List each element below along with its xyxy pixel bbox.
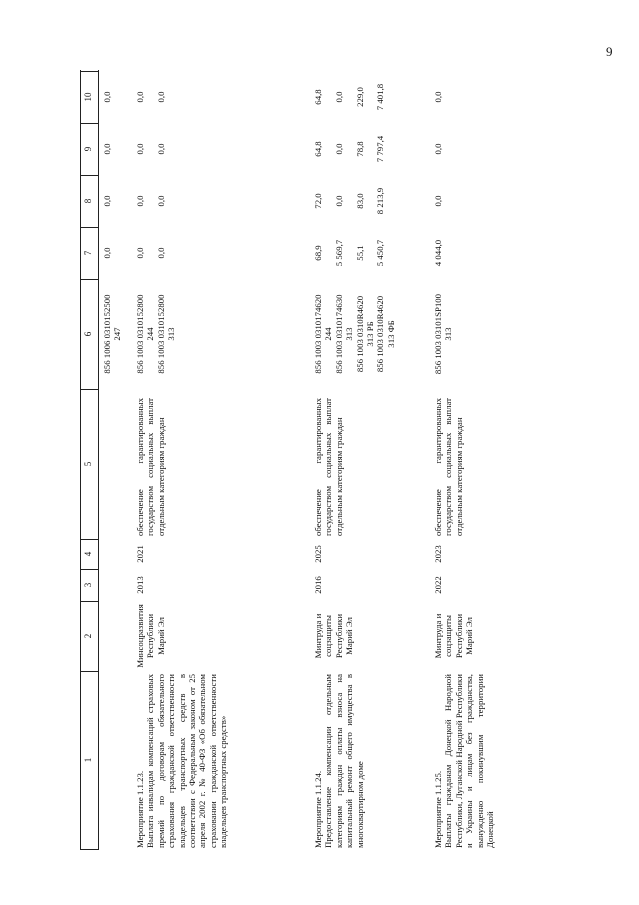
cell-expected-result: обеспечение гарантированных государством социальных выплат отдельным категориям граждан: [433, 398, 464, 536]
rotated-table: [80, 70, 557, 850]
cell-expected-result: обеспечение гарантированных государством социальных выплат отдельным категориям граждан: [313, 398, 344, 536]
table-top-border: [80, 70, 81, 850]
cell-executor: Минсоцразвития Республики Марий Эл: [135, 604, 166, 668]
col-header-4: 4: [83, 551, 93, 557]
col-header-1: 1: [83, 757, 93, 763]
cell-start-year: 2016: [313, 576, 323, 594]
cell-budget-code: 856 1003 03101SP100 313: [433, 293, 454, 375]
cell-activity-name: Мероприятие 1.1.23. Выплата инвалидам компенсаций страховых премий по договорам обязательного страхования гражданской ответственности владельцев транспортных средств в соответствии с Федеральным законом от 25 апреля 2002 г. № 40-ФЗ «Об обязательном страховании гражданской ответственности владельцев транспортных средств»: [135, 674, 228, 848]
cell-budget-code: 856 1003 0310152800 244 856 1003 0310152800 313: [135, 294, 177, 374]
cell-budget-code: 856 1003 0310174620 244 856 1003 0310174630 313 856 1003 0310R4620 313 РБ 856 1003 0310R4620 313 ФБ: [313, 294, 396, 374]
table-row: [313, 70, 428, 850]
cell-expected-result: обеспечение гарантированных государством социальных выплат отдельным категориям граждан: [135, 398, 166, 536]
cell-value-col7: 4 044,0: [433, 239, 443, 267]
cell-end-year: 2025: [313, 545, 323, 563]
cell-value-col10: 64,8 0,0 229,0 7 401,8: [313, 83, 386, 111]
col-header-8: 8: [83, 198, 93, 204]
cell-end-year: 2023: [433, 545, 443, 563]
cell-end-year: 2021: [135, 545, 145, 563]
page-number: 9: [606, 44, 613, 59]
cell-value-col9: 64,8 0,0 78,8 7 797,4: [313, 135, 386, 163]
cell-value-col10: 0,0: [102, 91, 112, 103]
cell-value-col8: 0,0 0,0: [135, 195, 166, 207]
cell-budget-code: 856 1006 0310152500 247: [102, 294, 123, 374]
cell-executor: Минтруда и соцзащиты Республики Марий Эл: [433, 613, 475, 659]
cell-activity-name: Мероприятие 1.1.24. Предоставление компенсации отдельным категориям граждан оплаты взноса на капитальный ремонт общего имущества в многоквартирном доме: [313, 674, 365, 848]
col-header-7: 7: [83, 250, 93, 256]
cell-start-year: 2022: [433, 576, 443, 594]
table-row: [135, 70, 300, 850]
cell-start-year: 2013: [135, 576, 145, 594]
cell-value-col10: 0,0: [433, 91, 443, 103]
cell-value-col9: 0,0 0,0: [135, 143, 166, 155]
header-bottom-border: [98, 70, 99, 850]
col-header-5: 5: [83, 461, 93, 467]
cell-value-col8: 72,0 0,0 83,0 8 213,9: [313, 187, 386, 215]
col-header-10: 10: [83, 92, 93, 102]
header-row: [83, 70, 97, 850]
cell-value-col8: 0,0: [433, 195, 443, 207]
cell-value-col9: 0,0: [433, 143, 443, 155]
cell-value-col7: 68,9 5 569,7 55,1 5 450,7: [313, 239, 386, 267]
col-header-2: 2: [83, 633, 93, 639]
cell-activity-name: Мероприятие 1.1.25. Выплаты гражданам Донецкой Народной Республики, Луганской Народной Республики и Украины и лицам без гражданства, вынужденно покинувшим территории Донецкой: [433, 674, 495, 848]
col-header-3: 3: [83, 582, 93, 588]
table-row: [102, 70, 128, 850]
cell-value-col8: 0,0: [102, 195, 112, 207]
cell-value-col9: 0,0: [102, 143, 112, 155]
cell-value-col7: 0,0: [102, 247, 112, 259]
table-row: [433, 70, 555, 850]
cell-value-col7: 0,0 0,0: [135, 247, 166, 259]
cell-executor: Минтруда и соцзащиты Республики Марий Эл: [313, 613, 355, 659]
cell-value-col10: 0,0 0,0: [135, 91, 166, 103]
col-header-6: 6: [83, 331, 93, 337]
col-header-9: 9: [83, 146, 93, 152]
